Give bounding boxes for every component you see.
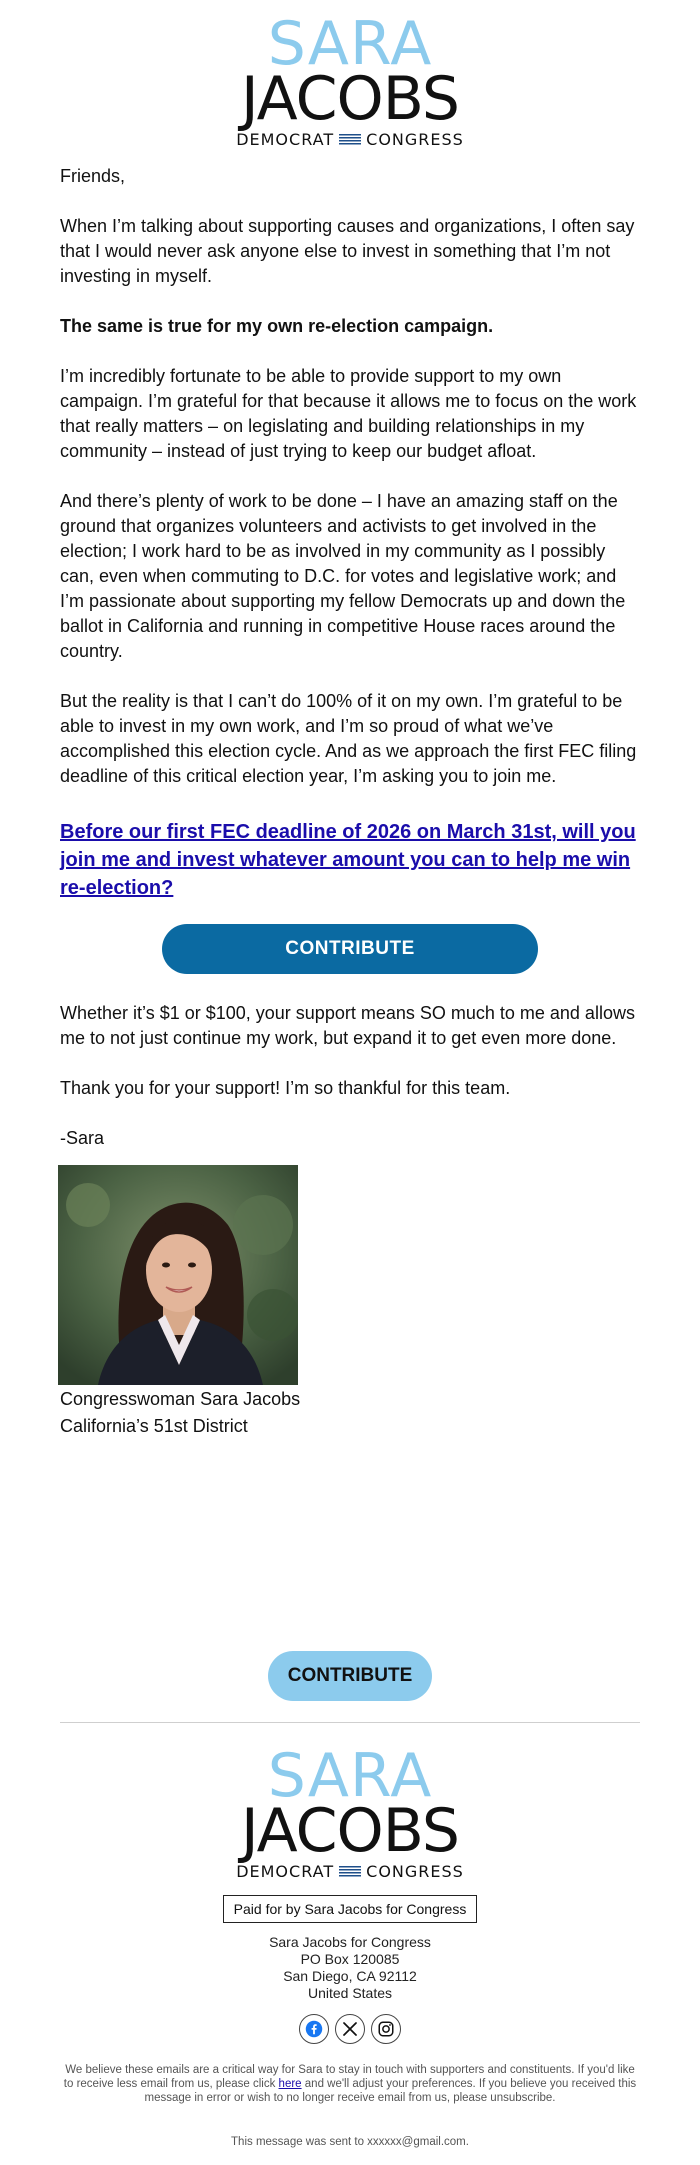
social-links (0, 2014, 700, 2044)
paragraph-1: When I’m talking about supporting causes and organizations, I often say that I would never ask anyone else to invest in something that I’m not investing in myself. (60, 216, 635, 286)
flag-icon (339, 134, 361, 146)
photo-caption-name: Congresswoman Sara Jacobs (60, 1389, 301, 1409)
footer-logo-office: CONGRESS (366, 1862, 464, 1881)
paragraph-2-bold: The same is true for my own re-election campaign. (60, 316, 494, 336)
paid-for-by-box (223, 1895, 477, 1923)
paragraph-5: But the reality is that I can’t do 100% of it on my own. I’m grateful to be able to invest in my own work, and I’m so proud of what we’ve accomplished this election cycle. And as we approach the first FEC filing deadline of this critical election year, I’m asking you to join me. (60, 691, 637, 786)
preferences-here-link[interactable]: here (278, 2078, 302, 2090)
address-line: San Diego, CA 92112 (283, 1968, 417, 1984)
logo-first-name: SARA (267, 9, 433, 79)
greeting: Friends, (60, 166, 126, 186)
footer-logo-last-name: JACOBS (241, 1796, 459, 1866)
photo-caption-district: California’s 51st District (60, 1416, 248, 1436)
header-logo (0, 9, 700, 149)
footer-divider (60, 1722, 640, 1723)
contribute-button[interactable]: CONTRIBUTE (162, 924, 538, 974)
paragraph-3: I’m incredibly fortunate to be able to provide support to my own campaign. I’m grateful for that because it allows me to focus on the work that really matters – on legislating and building relationships in my community – instead of just trying to keep our budget afloat. (60, 366, 637, 461)
signoff: -Sara (60, 1128, 105, 1148)
logo-tagline (0, 130, 700, 149)
address-line: Sara Jacobs for Congress (269, 1934, 431, 1950)
logo-party: DEMOCRAT (236, 130, 335, 149)
sent-to-notice: This message was sent to xxxxxx@gmail.com. (231, 2136, 469, 2148)
disclaimer-text: and we'll adjust your preferences. If you believe you received this message in error or wish to no longer receive email from us, please unsubscribe. (144, 2078, 637, 2104)
footer-logo-tagline (0, 1862, 700, 1881)
contribute-link[interactable]: Before our first FEC deadline of 2026 on March 31st, will you join me and invest whatever amount you can to help me win re-election? (60, 821, 636, 899)
logo-office: CONGRESS (366, 130, 464, 149)
logo-last-name: JACOBS (241, 64, 459, 134)
paragraph-7: Thank you for your support! I’m so thankful for this team. (60, 1078, 511, 1098)
x-icon[interactable] (335, 2014, 365, 2044)
footer-logo (0, 1741, 700, 1881)
flag-icon (339, 1866, 361, 1878)
email-preferences-disclaimer (60, 2063, 640, 2105)
footer-logo-party: DEMOCRAT (236, 1862, 335, 1881)
instagram-icon[interactable] (371, 2014, 401, 2044)
paragraph-6: Whether it’s $1 or $100, your support means SO much to me and allows me to not just continue my work, but expand it to get even more done. (60, 1003, 635, 1048)
address-line: PO Box 120085 (300, 1951, 400, 1967)
address-line: United States (307, 1985, 393, 2001)
paid-for-by-text: Paid for by Sara Jacobs for Congress (233, 1901, 467, 1917)
paragraph-4: And there’s plenty of work to be done – I have an amazing staff on the ground that organizes volunteers and activists to get involved in the election; I work hard to be as involved in my community as I possibly can, even when commuting to D.C. for votes and legislative work; and I’m passionate about supporting my fellow Democrats up and down the ballot in California and running in competitive House races around the country. (60, 491, 626, 661)
disclaimer-text: We believe these emails are a critical way for Sara to stay in touch with supporters and constituents. If you'd like to receive less email from us, please click (63, 2064, 635, 2090)
footer-logo-first-name: SARA (267, 1741, 433, 1811)
mailing-address (0, 1934, 700, 2002)
portrait-photo (58, 1165, 298, 1385)
facebook-icon[interactable] (299, 2014, 329, 2044)
footer-contribute-button[interactable]: CONTRIBUTE (268, 1651, 432, 1701)
